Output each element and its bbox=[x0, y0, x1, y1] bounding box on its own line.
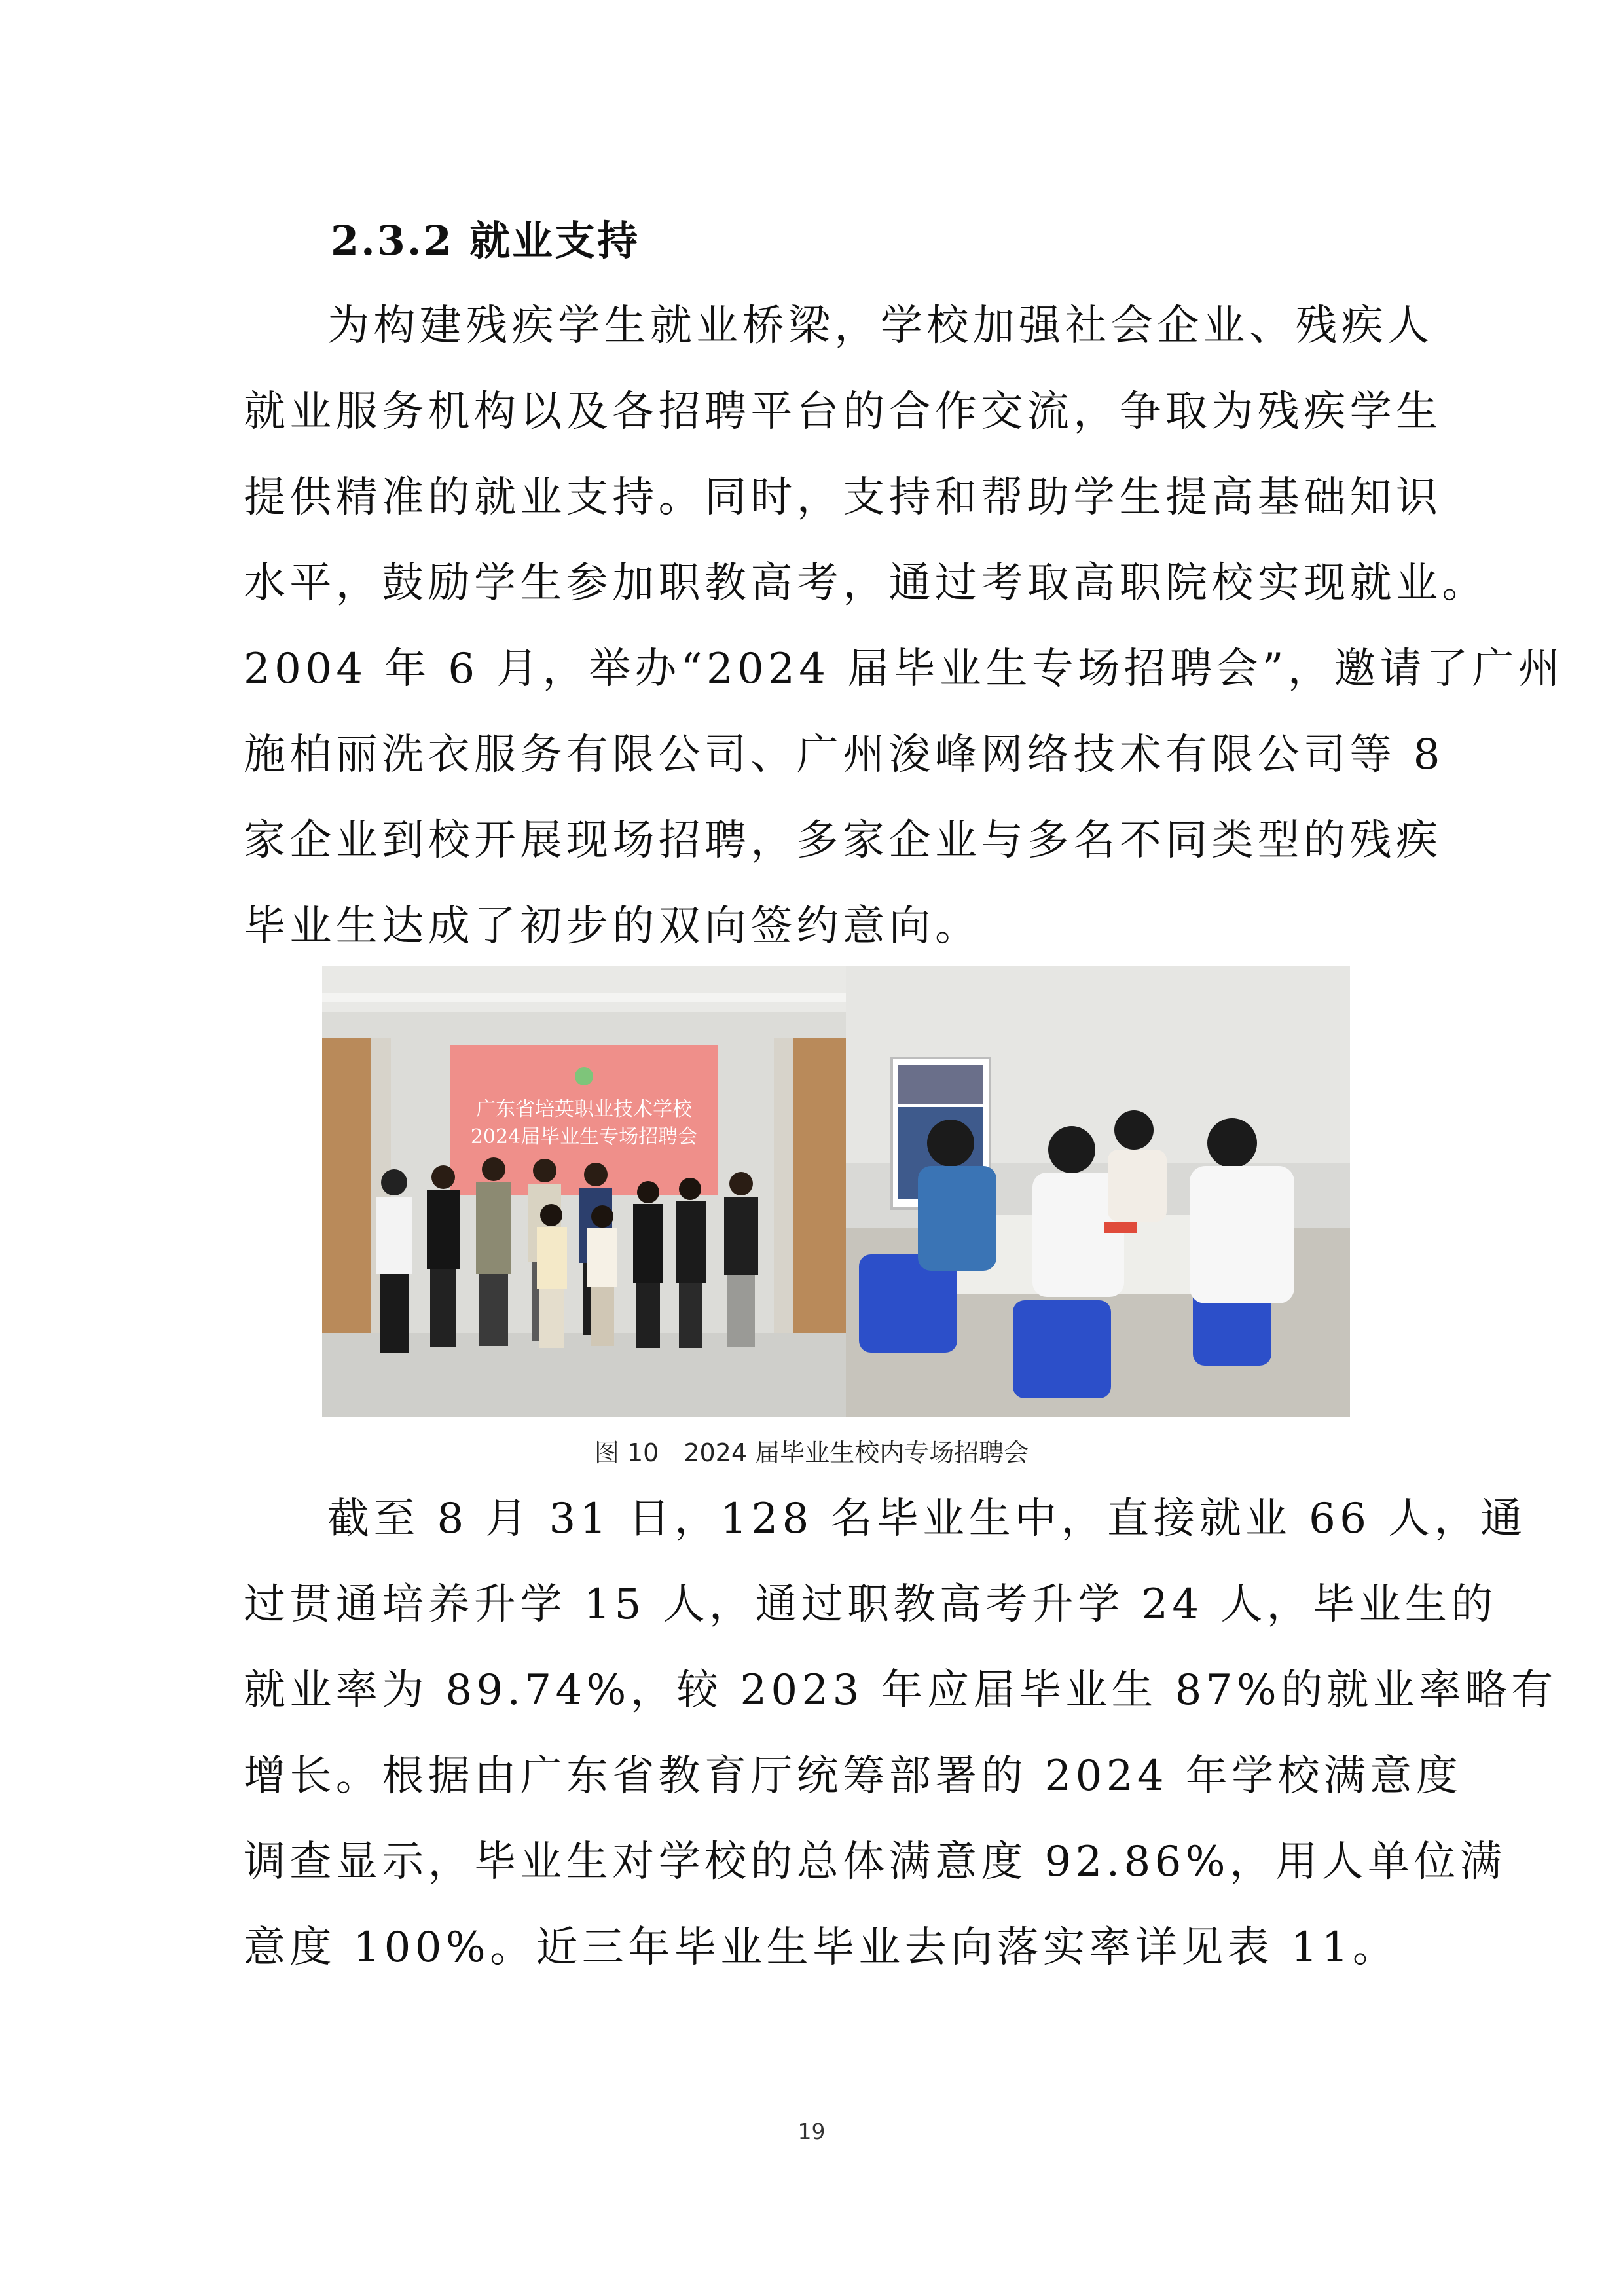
interview-photo bbox=[846, 966, 1350, 1417]
paragraph-employment-statistics bbox=[244, 1476, 1558, 1991]
text-line: 意度 100%。近三年毕业生毕业去向落实率详见表 11。 bbox=[244, 1923, 1399, 1972]
group-photo-image bbox=[322, 966, 846, 1417]
text-line: 施柏丽洗衣服务有限公司、广州浚峰网络技术有限公司等 8 bbox=[244, 731, 1444, 779]
text-line: 过贯通培养升学 15 人，通过职教高考升学 24 人，毕业生的 bbox=[244, 1580, 1497, 1629]
banner-line-1: 广东省培英职业技术学校 bbox=[476, 1098, 692, 1121]
section-heading: 2.3.2 就业支持 bbox=[331, 217, 640, 264]
text-line: 截至 8 月 31 日，128 名毕业生中，直接就业 66 人，通 bbox=[327, 1495, 1527, 1543]
text-line: 水平，鼓励学生参加职教高考，通过考取高职院校实现就业。 bbox=[244, 559, 1488, 608]
figure-caption: 图 10 2024 届毕业生校内专场招聘会 bbox=[594, 1438, 1029, 1467]
text-line: 2004 年 6 月，举办“2024 届毕业生专场招聘会”，邀请了广州 bbox=[244, 645, 1565, 693]
text-line: 就业服务机构以及各招聘平台的合作交流，争取为残疾学生 bbox=[244, 388, 1442, 436]
text-line: 为构建残疾学生就业桥梁，学校加强社会企业、残疾人 bbox=[327, 302, 1434, 350]
text-line: 增长。根据由广东省教育厅统筹部署的 2024 年学校满意度 bbox=[244, 1752, 1463, 1800]
text-line: 毕业生达成了初步的双向签约意向。 bbox=[244, 902, 981, 951]
text-line: 调查显示，毕业生对学校的总体满意度 92.86%，用人单位满 bbox=[244, 1838, 1506, 1886]
group-photo bbox=[322, 966, 846, 1417]
paragraph-employment-support bbox=[244, 283, 1565, 970]
text-line: 就业率为 89.74%，较 2023 年应届毕业生 87%的就业率略有 bbox=[244, 1666, 1558, 1715]
figure-photos bbox=[322, 966, 1350, 1417]
text-line: 提供精准的就业支持。同时，支持和帮助学生提高基础知识 bbox=[244, 473, 1442, 522]
page-number: 19 bbox=[797, 2119, 826, 2144]
text-line: 家企业到校开展现场招聘，多家企业与多名不同类型的残疾 bbox=[244, 816, 1442, 865]
interview-photo-image bbox=[846, 966, 1350, 1417]
banner-line-2: 2024届毕业生专场招聘会 bbox=[470, 1125, 698, 1148]
